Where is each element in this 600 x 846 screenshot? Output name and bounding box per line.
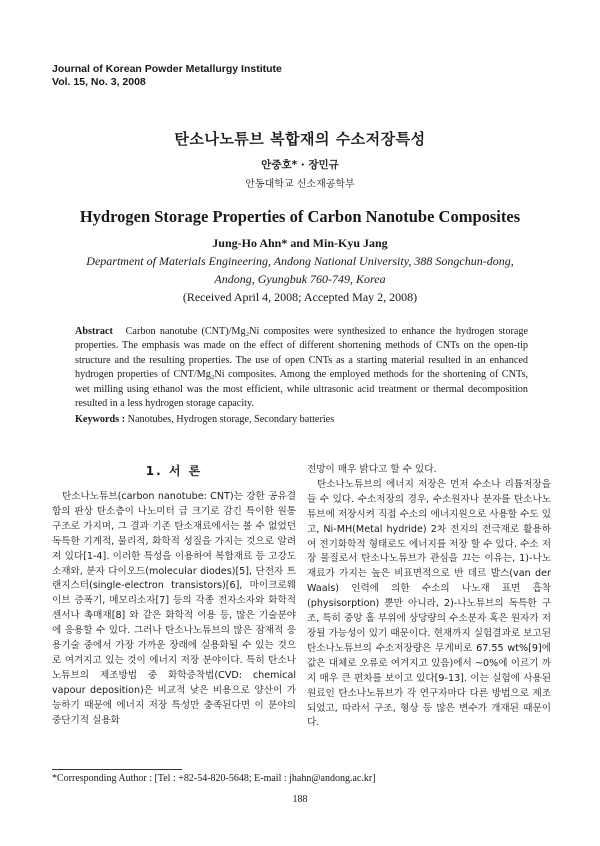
journal-volume: Vol. 15, No. 3, 2008 bbox=[52, 76, 146, 88]
english-authors: Jung-Ho Ahn* and Min-Kyu Jang bbox=[212, 236, 388, 250]
footnote-rule bbox=[52, 769, 182, 770]
footnote: *Corresponding Author : [Tel : +82-54-820-5648; E-mail : jhahn@andong.ac.kr] bbox=[52, 773, 376, 784]
paragraph: 전망이 매우 밝다고 할 수 있다. bbox=[307, 464, 437, 475]
keywords-text: Nanotubes, Hydrogen storage, Secondary batteries bbox=[127, 414, 335, 425]
journal-name: Journal of Korean Powder Metallurgy Institute bbox=[52, 63, 282, 75]
korean-affiliation: 안동대학교 신소재공학부 bbox=[245, 179, 355, 190]
affiliation-line: Department of Materials Engineering, Andong National University, 388 Songchun-dong, bbox=[86, 254, 514, 268]
journal-header bbox=[52, 63, 282, 89]
section-heading: 1. 서 론 bbox=[145, 464, 203, 478]
paragraph: 탄소나노튜브의 에너지 저장은 먼저 수소나 리튬저장을 들 수 있다. 수소저장의 경우, 수소원자나 분자를 탄소나노튜브에 저장시켜 직접 수소의 에너지원으로 사용할 수도 있고, Ni-MH(Metal hydride) 2차 전지의 전극재로 활용하여 전기화학적 형태로도 에너지를 저장 할 수 있다. 수소 저장 물질로서 탄소나노튜브가 관심을 끄는 이유는, 1)-나노재료가 가지는 높은 비표면적으로 반 데르 발스(van der Waals) 인력에 의한 수소의 나노재 표면 흡착(physisorption) 뿐만 아니라, 2)-나노튜브의 독특한 구조, 특히 중앙 홀 부위에 상당량의 수소분자 혹은 원자가 저장될 가능성이 있기 때문이다. 현재까지 실험결과로 보고된 탄소나노튜브의 수소저장량은 무게비로 67.55 wt%[9]에 값은 대체로 오류로 여겨지고 있음)에서 ~0%에 이르기 까지 매우 큰 편차를 보이고 있다[9-13]. 이는 실험에 사용된 원료인 탄소나노튜브가 각 연구자마다 다른 방법으로 제조되었고, 따라서 구조, 형상 등 많은 변수가 개재된 때문이다. bbox=[307, 478, 551, 729]
abstract bbox=[75, 325, 528, 411]
paragraph: 탄소나노튜브(carbon nanotube: CNT)는 강한 공유결합의 판상 탄소층이 나노미터 급 크기로 감긴 특이한 원통구조로 가지며, 그 결과 기존 탄소재료에서는 볼 수 없었던 독특한 기계적, 물리적, 화학적 성질을 가지는 것으로 알려져 있다[1-4]. 이러한 특성을 이용하여 복합재료 등 고강도 소재와, 분자 다이오드(molecular diodes)[5], 단전자 트랜지스터(single-electron transistors)[6], 마이크로웨이브 증폭기, 메모리소자[7] 등의 각종 전자소자와 화학적 센서나 촉매재[8] 와 같은 화학적 이용 등, 많은 기술분야에 응용할 수 있다. 그러나 탄소나노튜브의 많은 잠재적 응용기술 중에서 가장 가까운 장래에 실용화될 수 있는 것으로 여겨지고 있는 것이 에너지 저장 분야이다. 특히 탄소나노튜브의 제조방법 중 화학증착법(CVD: chemical vapour deposition)은 비교적 낮은 비용으로 양산이 가능하기 때문에 에너지 저장 특성만 충족된다면 이 분야의 중단기적 실용화 bbox=[52, 491, 296, 726]
abstract-label: Abstract bbox=[75, 326, 113, 337]
body-column-right bbox=[307, 463, 551, 731]
abstract-text: Carbon nanotube (CNT)/Mg₂Ni composites were synthesized to enhance the hydrogen storage properties. The emphasis was made on the effect of different shortening methods of CNTs on the open-tip structure and the resulting properties. The use of open CNTs as a starting material resulted in an enhanced hydrogen properties of CNT/Mg₂Ni composites. Among the employed methods for the shortening of CNTs, wet milling using ethanol was the most efficient, while ultrasonic acid treatment or thermal decomposition resulted in a less hydrogen storage capacity. bbox=[75, 326, 529, 410]
korean-title: 탄소나노튜브 복합재의 수소저장특성 bbox=[174, 130, 426, 148]
received-dates: (Received April 4, 2008; Accepted May 2, 2008) bbox=[182, 290, 418, 304]
keywords-label: Keywords : bbox=[75, 414, 126, 425]
korean-authors: 안중호* · 장민규 bbox=[261, 159, 339, 171]
keywords bbox=[75, 414, 528, 425]
affiliation-line: Andong, Gyungbuk 760-749, Korea bbox=[214, 271, 386, 286]
english-affiliation bbox=[0, 253, 600, 288]
english-title: Hydrogen Storage Properties of Carbon Nanotube Composites bbox=[79, 207, 521, 226]
page-number: 188 bbox=[292, 794, 308, 805]
body-column-left bbox=[52, 490, 296, 729]
